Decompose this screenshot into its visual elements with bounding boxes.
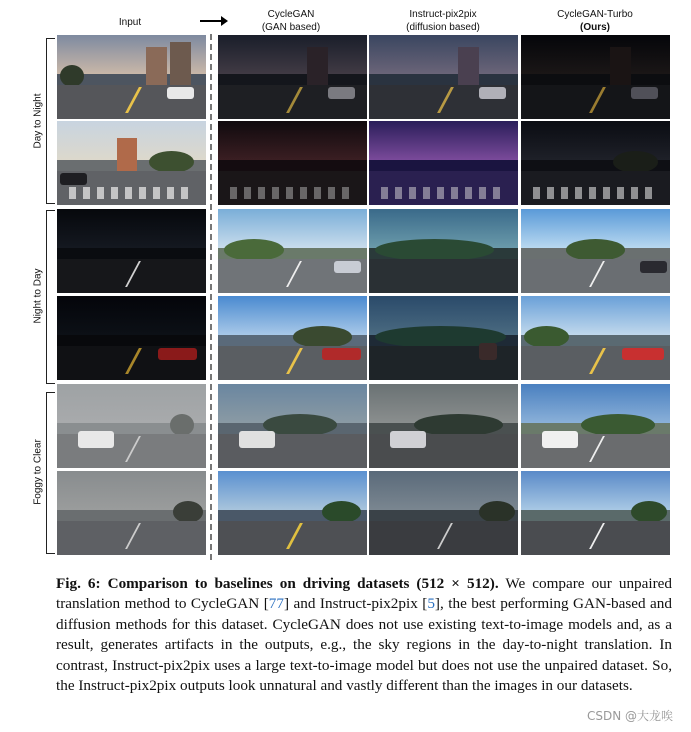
caption-title: Fig. 6: Comparison to baselines on driving datasets (512 × 512).: [56, 575, 499, 592]
image-night-input-2: [57, 296, 206, 380]
caption-text-3: ], the best performing GAN-based and diffusion methods for this dataset. CycleGAN does not use existing text-to-image models and, as a result, generates artifacts in the outputs, e.g., the sky regions in the day-to-night translation. In contrast, Instruct-pix2pix uses a large text-to-image model but does not use the unpaired dataset. So, the Instruct-pix2pix outputs look unnatural and vastly different than the images in our datasets.: [56, 595, 672, 695]
image-foggy-input-1: [57, 384, 206, 468]
image-night-cyclegan-2: [218, 296, 367, 380]
cyclegan-subtitle: (GAN based): [261, 22, 321, 33]
column-header-input: Input: [118, 17, 142, 28]
figure-caption: [56, 574, 672, 696]
image-day-cyclegan-2: [218, 121, 367, 205]
column-header-ip2p: [368, 8, 518, 34]
image-night-input-1: [57, 209, 206, 293]
citation-link-77[interactable]: 77: [268, 595, 284, 613]
group-label-day-to-night: Day to Night: [32, 93, 44, 149]
group-bracket-foggy-to-clear: [46, 392, 55, 554]
ip2p-subtitle: (diffusion based): [406, 22, 480, 33]
image-night-cyclegan-1: [218, 209, 367, 293]
cyclegan-title: CycleGAN: [267, 9, 315, 20]
image-night-ip2p-2: [369, 296, 518, 380]
image-night-turbo-2: [521, 296, 670, 380]
image-night-turbo-1: [521, 209, 670, 293]
turbo-subtitle: (Ours): [580, 22, 610, 33]
image-night-ip2p-1: [369, 209, 518, 293]
image-foggy-ip2p-1: [369, 384, 518, 468]
image-day-cyclegan-1: [218, 35, 367, 119]
image-day-turbo-2: [521, 121, 670, 205]
caption-text-2: ] and Instruct-pix2pix [: [283, 595, 428, 613]
column-header-cyclegan: [216, 8, 366, 34]
image-day-input-1: [57, 35, 206, 119]
watermark: CSDN @大龙唉: [586, 709, 673, 723]
image-day-ip2p-1: [369, 35, 518, 119]
turbo-title: CycleGAN-Turbo: [557, 9, 633, 20]
image-foggy-ip2p-2: [369, 471, 518, 555]
image-day-input-2: [57, 121, 206, 205]
image-foggy-input-2: [57, 471, 206, 555]
column-divider: [210, 34, 212, 560]
image-day-turbo-1: [521, 35, 670, 119]
image-foggy-cyclegan-2: [218, 471, 367, 555]
ip2p-title: Instruct-pix2pix: [409, 9, 477, 20]
image-foggy-turbo-1: [521, 384, 670, 468]
image-foggy-cyclegan-1: [218, 384, 367, 468]
caption-text-1: We compare our unpaired translation method to CycleGAN [: [56, 575, 672, 613]
group-bracket-day-to-night: [46, 38, 55, 204]
image-foggy-turbo-2: [521, 471, 670, 555]
group-label-foggy-to-clear: Foggy to Clear: [32, 439, 44, 505]
group-label-night-to-day: Night to Day: [32, 268, 44, 324]
group-bracket-night-to-day: [46, 210, 55, 384]
image-day-ip2p-2: [369, 121, 518, 205]
citation-link-5[interactable]: 5: [427, 595, 435, 613]
column-header-turbo: [520, 8, 670, 34]
